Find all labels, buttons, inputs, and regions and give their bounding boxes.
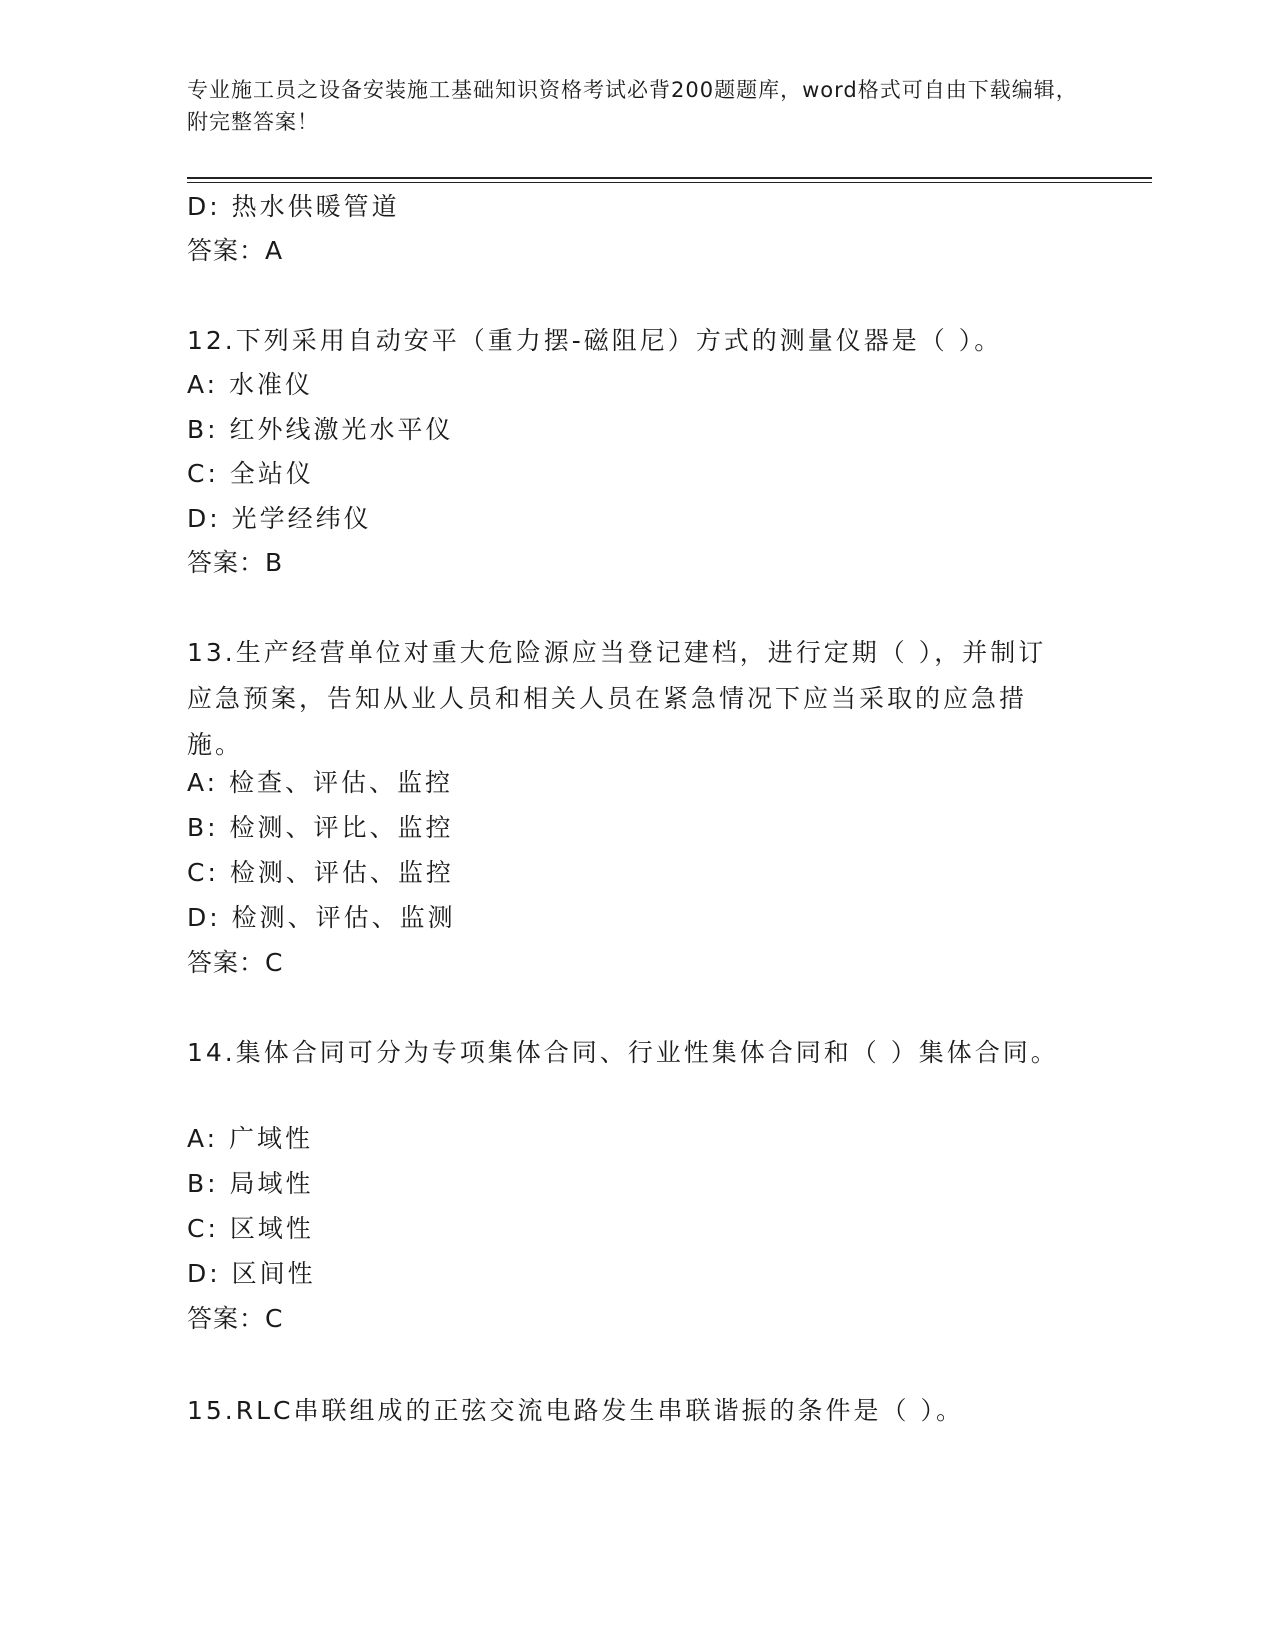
q14-stem: 14.集体合同可分为专项集体合同、行业性集体合同和（ ）集体合同。 [187, 1038, 1059, 1067]
q12-option-d: D: 光学经纬仪 [187, 504, 372, 533]
q13-option-a: A: 检查、评估、监控 [187, 768, 454, 797]
q12-option-a: A: 水准仪 [187, 370, 314, 399]
q14-option-a: A: 广域性 [187, 1124, 314, 1153]
q12-stem: 12.下列采用自动安平（重力摆-磁阻尼）方式的测量仪器是（ ）。 [187, 326, 1003, 355]
q13-option-d: D: 检测、评估、监测 [187, 903, 456, 932]
q14-option-d: D: 区间性 [187, 1259, 316, 1288]
header-rule-thick [187, 177, 1152, 179]
q13-option-b: B: 检测、评比、监控 [187, 813, 454, 842]
prev-option-d: D: 热水供暖管道 [187, 192, 400, 221]
q14-option-c: C: 区域性 [187, 1214, 314, 1243]
page-header: 专业施工员之设备安装施工基础知识资格考试必背200题题库，word格式可自由下载编辑，附完整答案！ [187, 78, 1078, 134]
q13-answer: 答案：C [187, 948, 284, 977]
q15-stem: 15.RLC串联组成的正弦交流电路发生串联谐振的条件是（ ）。 [187, 1396, 964, 1425]
prev-answer: 答案：A [187, 236, 284, 265]
q12-option-b: B: 红外线激光水平仪 [187, 415, 454, 444]
q13-stem: 13.生产经营单位对重大危险源应当登记建档，进行定期（ ），并制订应急预案，告知从业人员和相关人员在紧急情况下应当采取的应急措施。 [187, 638, 1047, 759]
q14-option-b: B: 局域性 [187, 1169, 314, 1198]
q14-answer: 答案：C [187, 1304, 284, 1333]
q13-option-c: C: 检测、评估、监控 [187, 858, 454, 887]
q12-option-c: C: 全站仪 [187, 459, 314, 488]
q12-answer: 答案：B [187, 548, 284, 577]
header-rule-thin [187, 182, 1152, 183]
